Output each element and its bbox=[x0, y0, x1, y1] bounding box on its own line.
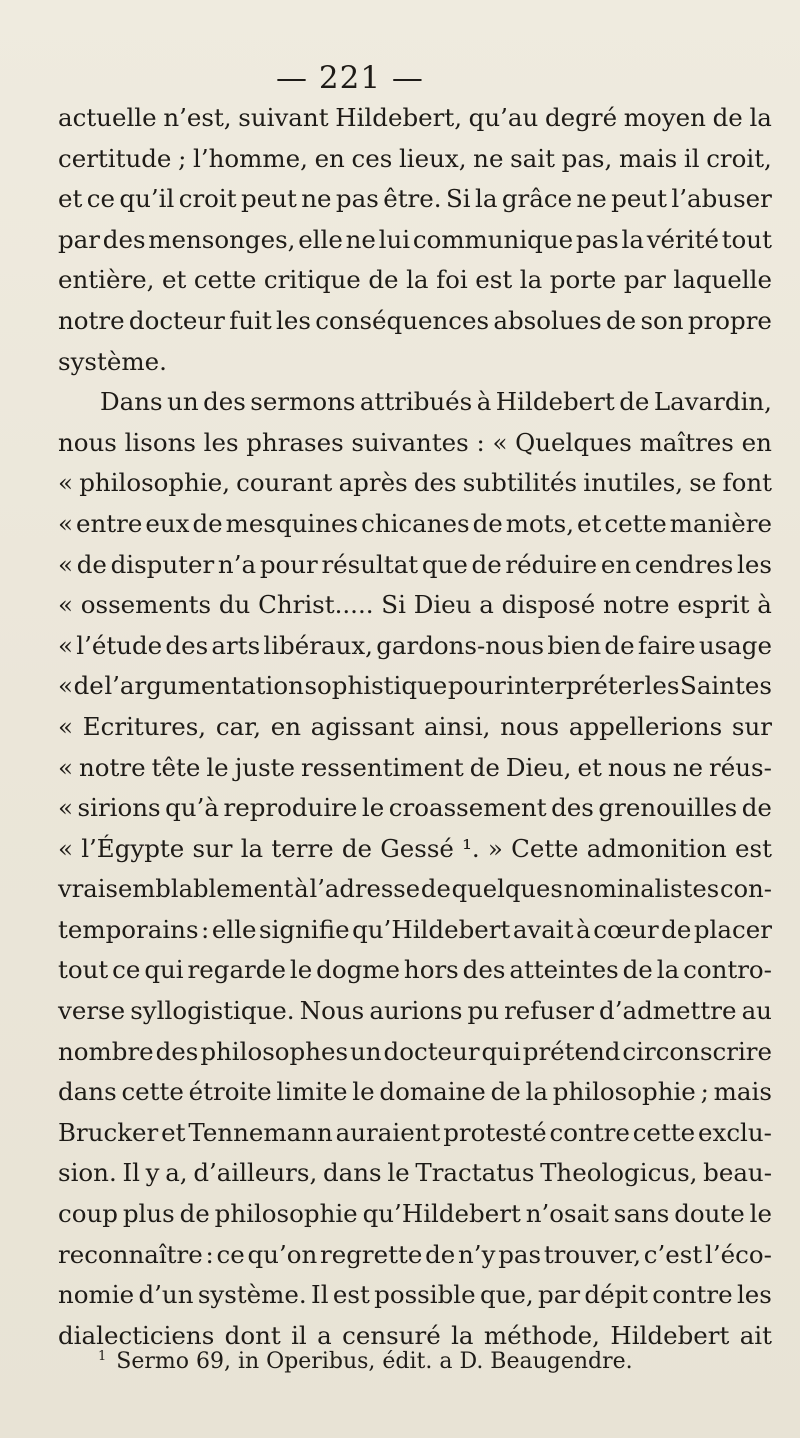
text-line: actuelle n’est, suivant Hildebert, qu’au degré moyen de la bbox=[58, 103, 772, 132]
text-line: nous lisons les phrases suivantes : « Quelques maîtres en bbox=[58, 427, 772, 457]
text-line: « l’Égypte sur la terre de Gessé ¹. » Cette admonition est bbox=[58, 833, 772, 863]
text-line: verse syllogistique. Nous aurions pu refuser d’admettre au bbox=[58, 996, 772, 1026]
text-line: « ossements du Christ..... Si Dieu a disposé notre esprit à bbox=[58, 590, 772, 620]
text-line: « sirions qu’à reproduire le croassement des grenouilles de bbox=[58, 793, 772, 823]
text-line: par des mensonges, elle ne lui communique pas la vérité tout bbox=[58, 224, 772, 254]
text-line: nomie d’un système. Il est possible que, par dépit contre les bbox=[58, 1280, 772, 1310]
text-line: système. bbox=[58, 346, 167, 376]
page-number: — 221 — bbox=[276, 60, 424, 96]
text-line: vraisemblablement à l’adresse de quelques nominalistes con- bbox=[58, 874, 772, 904]
text-line: entière, et cette critique de la foi est la porte par laquelle bbox=[58, 265, 772, 295]
text-line: sion. Il y a, d’ailleurs, dans le Tractatus Theologicus, beau- bbox=[58, 1158, 772, 1188]
text-line: « l’étude des arts libéraux, gardons-nous bien de faire usage bbox=[58, 630, 772, 660]
page-body-text bbox=[58, 98, 772, 1356]
text-line: certitude ; l’homme, en ces lieux, ne sait pas, mais il croit, bbox=[58, 143, 772, 173]
text-line: « philosophie, courant après des subtilités inutiles, se font bbox=[58, 468, 772, 498]
footnote-text: Sermo 69, in Operibus, édit. a D. Beaugendre. bbox=[116, 1349, 633, 1374]
text-line: dialecticiens dont il a censuré la méthode, Hildebert ait bbox=[58, 1320, 772, 1350]
text-line: « notre tête le juste ressentiment de Dieu, et nous ne réus- bbox=[58, 752, 772, 782]
text-line: et ce qu’il croit peut ne pas être. Si la grâce ne peut l’abuser bbox=[58, 184, 772, 214]
text-line: temporains : elle signifie qu’Hildebert avait à cœur de placer bbox=[58, 914, 772, 944]
footnote-marker: 1 bbox=[98, 1349, 107, 1364]
text-line: « de l’argumentation sophistique pour interpréter les Saintes bbox=[58, 671, 772, 701]
text-line: coup plus de philosophie qu’Hildebert n’osait sans doute le bbox=[58, 1199, 772, 1229]
text-line: « Ecritures, car, en agissant ainsi, nous appellerions sur bbox=[58, 711, 772, 741]
text-line: « entre eux de mesquines chicanes de mots, et cette manière bbox=[58, 508, 772, 538]
text-line: Dans un des sermons attribués à Hildebert de Lavardin, bbox=[100, 387, 772, 417]
text-line: dans cette étroite limite le domaine de la philosophie ; mais bbox=[58, 1077, 772, 1107]
text-line: notre docteur fuit les conséquences absolues de son propre bbox=[58, 305, 772, 335]
footnote bbox=[98, 1340, 633, 1379]
text-line: reconnaître : ce qu’on regrette de n’y pas trouver, c’est l’éco- bbox=[58, 1239, 772, 1269]
text-line: tout ce qui regarde le dogme hors des atteintes de la contro- bbox=[58, 955, 772, 985]
text-line: « de disputer n’a pour résultat que de réduire en cendres les bbox=[58, 549, 772, 579]
text-line: Brucker et Tennemann auraient protesté contre cette exclu- bbox=[58, 1117, 772, 1147]
text-line: nombre des philosophes un docteur qui prétend circonscrire bbox=[58, 1036, 772, 1066]
